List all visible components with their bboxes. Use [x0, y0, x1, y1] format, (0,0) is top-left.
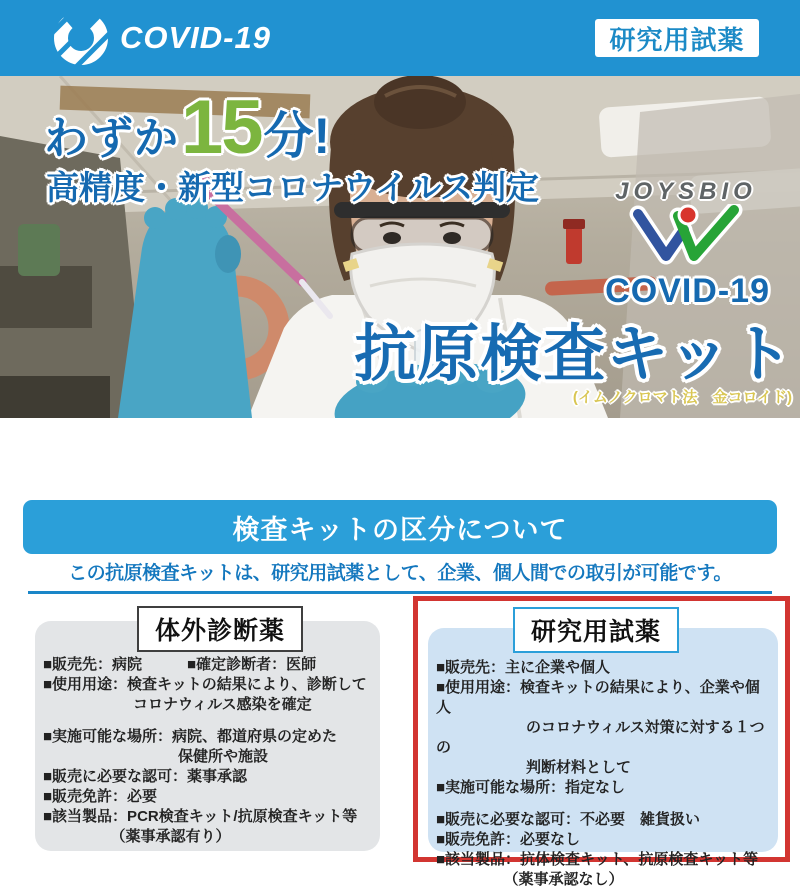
logo-wordmark: COVID-19	[120, 20, 271, 55]
headline-prefix: わずか	[44, 114, 179, 163]
spec-line: コロナウィルス感染を確定	[43, 696, 312, 713]
spec-line: （薬事承認なし）	[436, 871, 624, 888]
section-banner: 検査キットの区分について	[23, 500, 777, 554]
spec-line: ■実施可能な場所：病院、都道府県の定めた	[43, 728, 338, 745]
top-header-bar	[0, 0, 800, 76]
spec-line: ■該当製品：抗体検査キット、抗原検査キット等	[436, 851, 759, 868]
spec-line: ■販売先：病院 ■確定診断者：医師	[43, 656, 317, 673]
research-spec-list	[428, 628, 778, 890]
spec-line: のコロナウィルス対策に対する１つの	[436, 719, 765, 756]
spec-line: 判断材料として	[436, 759, 632, 776]
spec-line: ■販売免許：必要	[43, 788, 158, 805]
red-vial	[566, 226, 582, 264]
right-box-title: 研究用試薬	[513, 607, 679, 653]
spec-line: ■販売先：主に企業や個人	[436, 659, 611, 676]
joysbio-wordmark: JOYSBIO	[615, 178, 757, 205]
research-box	[428, 628, 778, 888]
spec-line: ■販売に必要な認可：不必要 雑貨扱い	[436, 811, 701, 828]
reagent-type-badge: 研究用試薬	[595, 19, 759, 57]
spec-line: （薬事承認有り）	[43, 828, 231, 845]
comparison-section	[0, 594, 800, 888]
spec-line: ■使用用途：検査キットの結果により、企業や個人	[436, 679, 760, 716]
product-covid-label: COVID-19	[605, 272, 770, 310]
spec-line	[43, 715, 372, 727]
diagnostic-box	[35, 621, 380, 851]
spec-line: ■実施可能な場所：指定なし	[436, 779, 626, 796]
headline-number: 15	[181, 85, 262, 170]
subheadline: 高精度・新型コロナウイルス判定	[46, 169, 540, 206]
product-title: 抗原検査キット	[354, 320, 794, 389]
covid-logo-icon	[50, 7, 112, 69]
spec-line: ■販売免許：必要なし	[436, 831, 581, 848]
spec-line: ■販売に必要な認可：薬事承認	[43, 768, 248, 785]
left-box-title: 体外診断薬	[137, 606, 303, 652]
spec-line: ■使用用途：検査キットの結果により、診断して	[43, 676, 367, 693]
hair-bun	[374, 76, 466, 129]
diagnostic-spec-list	[35, 621, 380, 847]
headline-suffix: 分!	[263, 108, 331, 164]
headline	[44, 84, 330, 171]
method-note: (イムノクロマト法 金コロイド)	[572, 389, 792, 406]
spec-line: ■該当製品：PCR検査キット/抗原検査キット等	[43, 808, 358, 825]
spec-line: 保健所や施設	[43, 748, 269, 765]
joysbio-mark-icon	[626, 204, 746, 266]
lead-underline	[28, 554, 772, 594]
joysbio-logo	[594, 178, 778, 271]
hero-section	[0, 76, 800, 418]
lead-sentence: この抗原検査キットは、研究用試薬として、企業、個人間での取引が可能です。	[68, 563, 732, 584]
